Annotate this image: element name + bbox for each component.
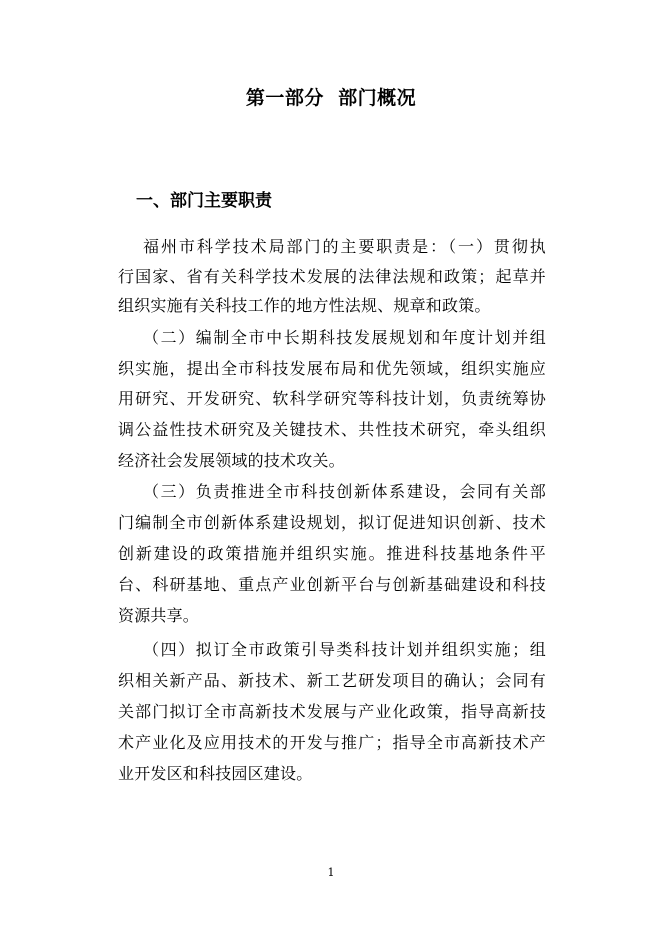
paragraph-line: 经济社会发展领域的技术攻关。	[118, 451, 345, 470]
page-number: 1	[327, 866, 335, 879]
section-heading: 一、部门主要职责	[136, 191, 272, 211]
paragraph-line: 用研究、开发研究、软科学研究等科技计划，负责统筹协	[118, 389, 546, 408]
paragraph-line: 织实施，提出全市科技发展布局和优先领域，组织实施应	[118, 359, 546, 378]
paragraph-line: 创新建设的政策措施并组织实施。推进科技基地条件平	[118, 544, 546, 563]
paragraph-line: 织相关新产品、新技术、新工艺研发项目的确认；会同有	[118, 671, 546, 690]
paragraph-line: （四）拟订全市政策引导类科技计划并组织实施；组	[143, 640, 546, 659]
paragraph-line: （三）负责推进全市科技创新体系建设，会同有关部	[143, 482, 546, 501]
paragraph-line: 术产业化及应用技术的开发与推广；指导全市高新技术产	[118, 733, 546, 752]
page-title: 第一部分 部门概况	[245, 87, 417, 109]
paragraph-line: 业开发区和科技园区建设。	[118, 764, 313, 783]
paragraph-line: 福州市科学技术局部门的主要职责是：（一）贯彻执	[143, 237, 546, 256]
paragraph-line: 资源共享。	[118, 606, 200, 625]
paragraph-line: 行国家、省有关科学技术发展的法律法规和政策；起草并	[118, 267, 546, 286]
paragraph-line: 组织实施有关科技工作的地方性法规、规章和政策。	[118, 296, 491, 315]
paragraph-line: 关部门拟订全市高新技术发展与产业化政策，指导高新技	[118, 702, 546, 721]
paragraph-line: 调公益性技术研究及关键技术、共性技术研究，牵头组织	[118, 420, 546, 439]
paragraph-line: （二）编制全市中长期科技发展规划和年度计划并组	[143, 328, 546, 347]
paragraph-line: 台、科研基地、重点产业创新平台与创新基础建设和科技	[118, 575, 546, 594]
paragraph-line: 门编制全市创新体系建设规划，拟订促进知识创新、技术	[118, 513, 546, 532]
